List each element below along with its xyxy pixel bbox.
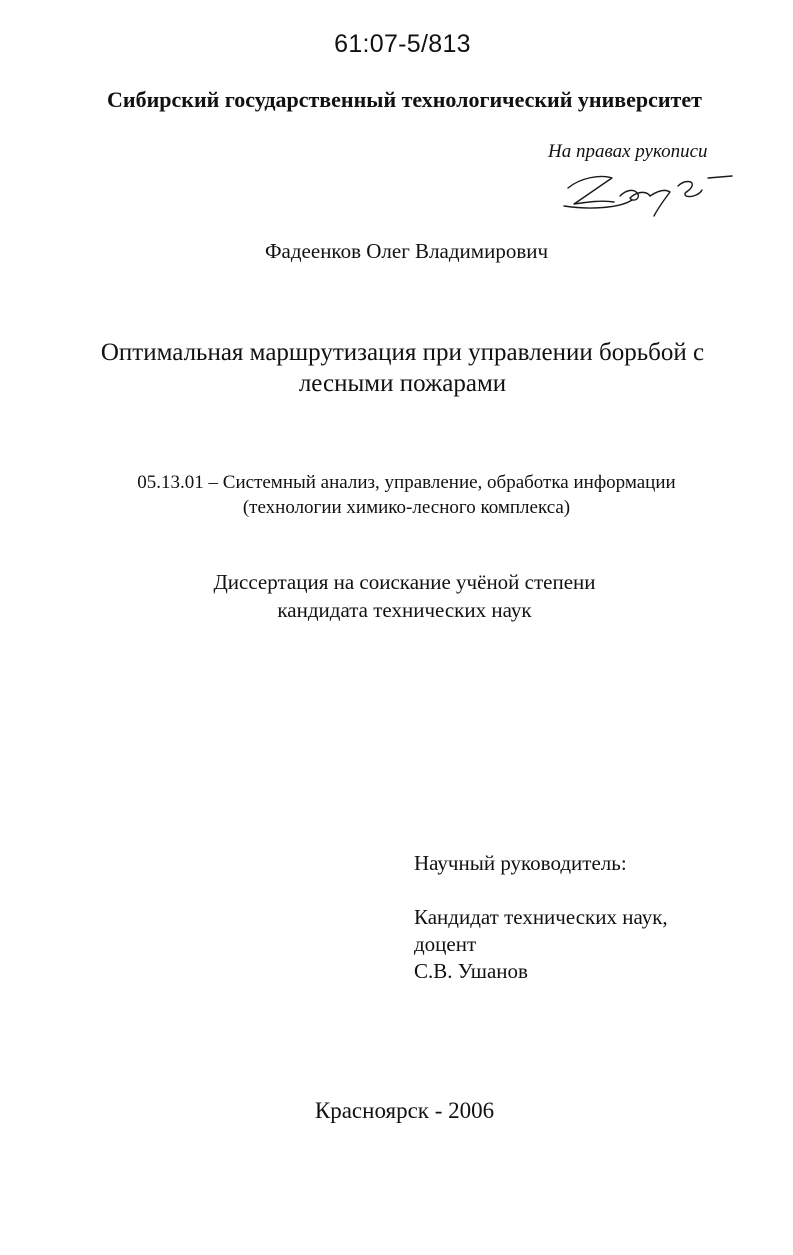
degree-line-2: кандидата технических наук (277, 598, 532, 622)
dissertation-title-line-1: Оптимальная маршрутизация при управлении борьбой с (100, 339, 705, 366)
supervisor-heading: Научный руководитель: (414, 851, 627, 875)
handwritten-signature (560, 166, 735, 218)
author-name: Фадеенков Олег Владимирович (264, 239, 549, 263)
degree-line-1: Диссертация на соискание учёной степени (213, 570, 596, 594)
supervisor-line-1: Кандидат технических наук, (414, 905, 668, 929)
supervisor-line-2: доцент (414, 932, 477, 956)
university-name: Сибирский государственный технологический университет (107, 87, 702, 112)
specialty-line-2: (технологии химико-лесного комплекса) (242, 497, 571, 518)
city-year: Красноярск - 2006 (314, 1098, 495, 1123)
registration-code: 61:07-5/813 (334, 30, 471, 58)
specialty-line-1: 05.13.01 – Системный анализ, управление, обработка информации (137, 472, 676, 493)
dissertation-title-line-2: лесными пожарами (298, 370, 507, 397)
rights-note: На правах рукописи (548, 141, 708, 162)
supervisor-line-3: С.В. Ушанов (414, 959, 528, 983)
